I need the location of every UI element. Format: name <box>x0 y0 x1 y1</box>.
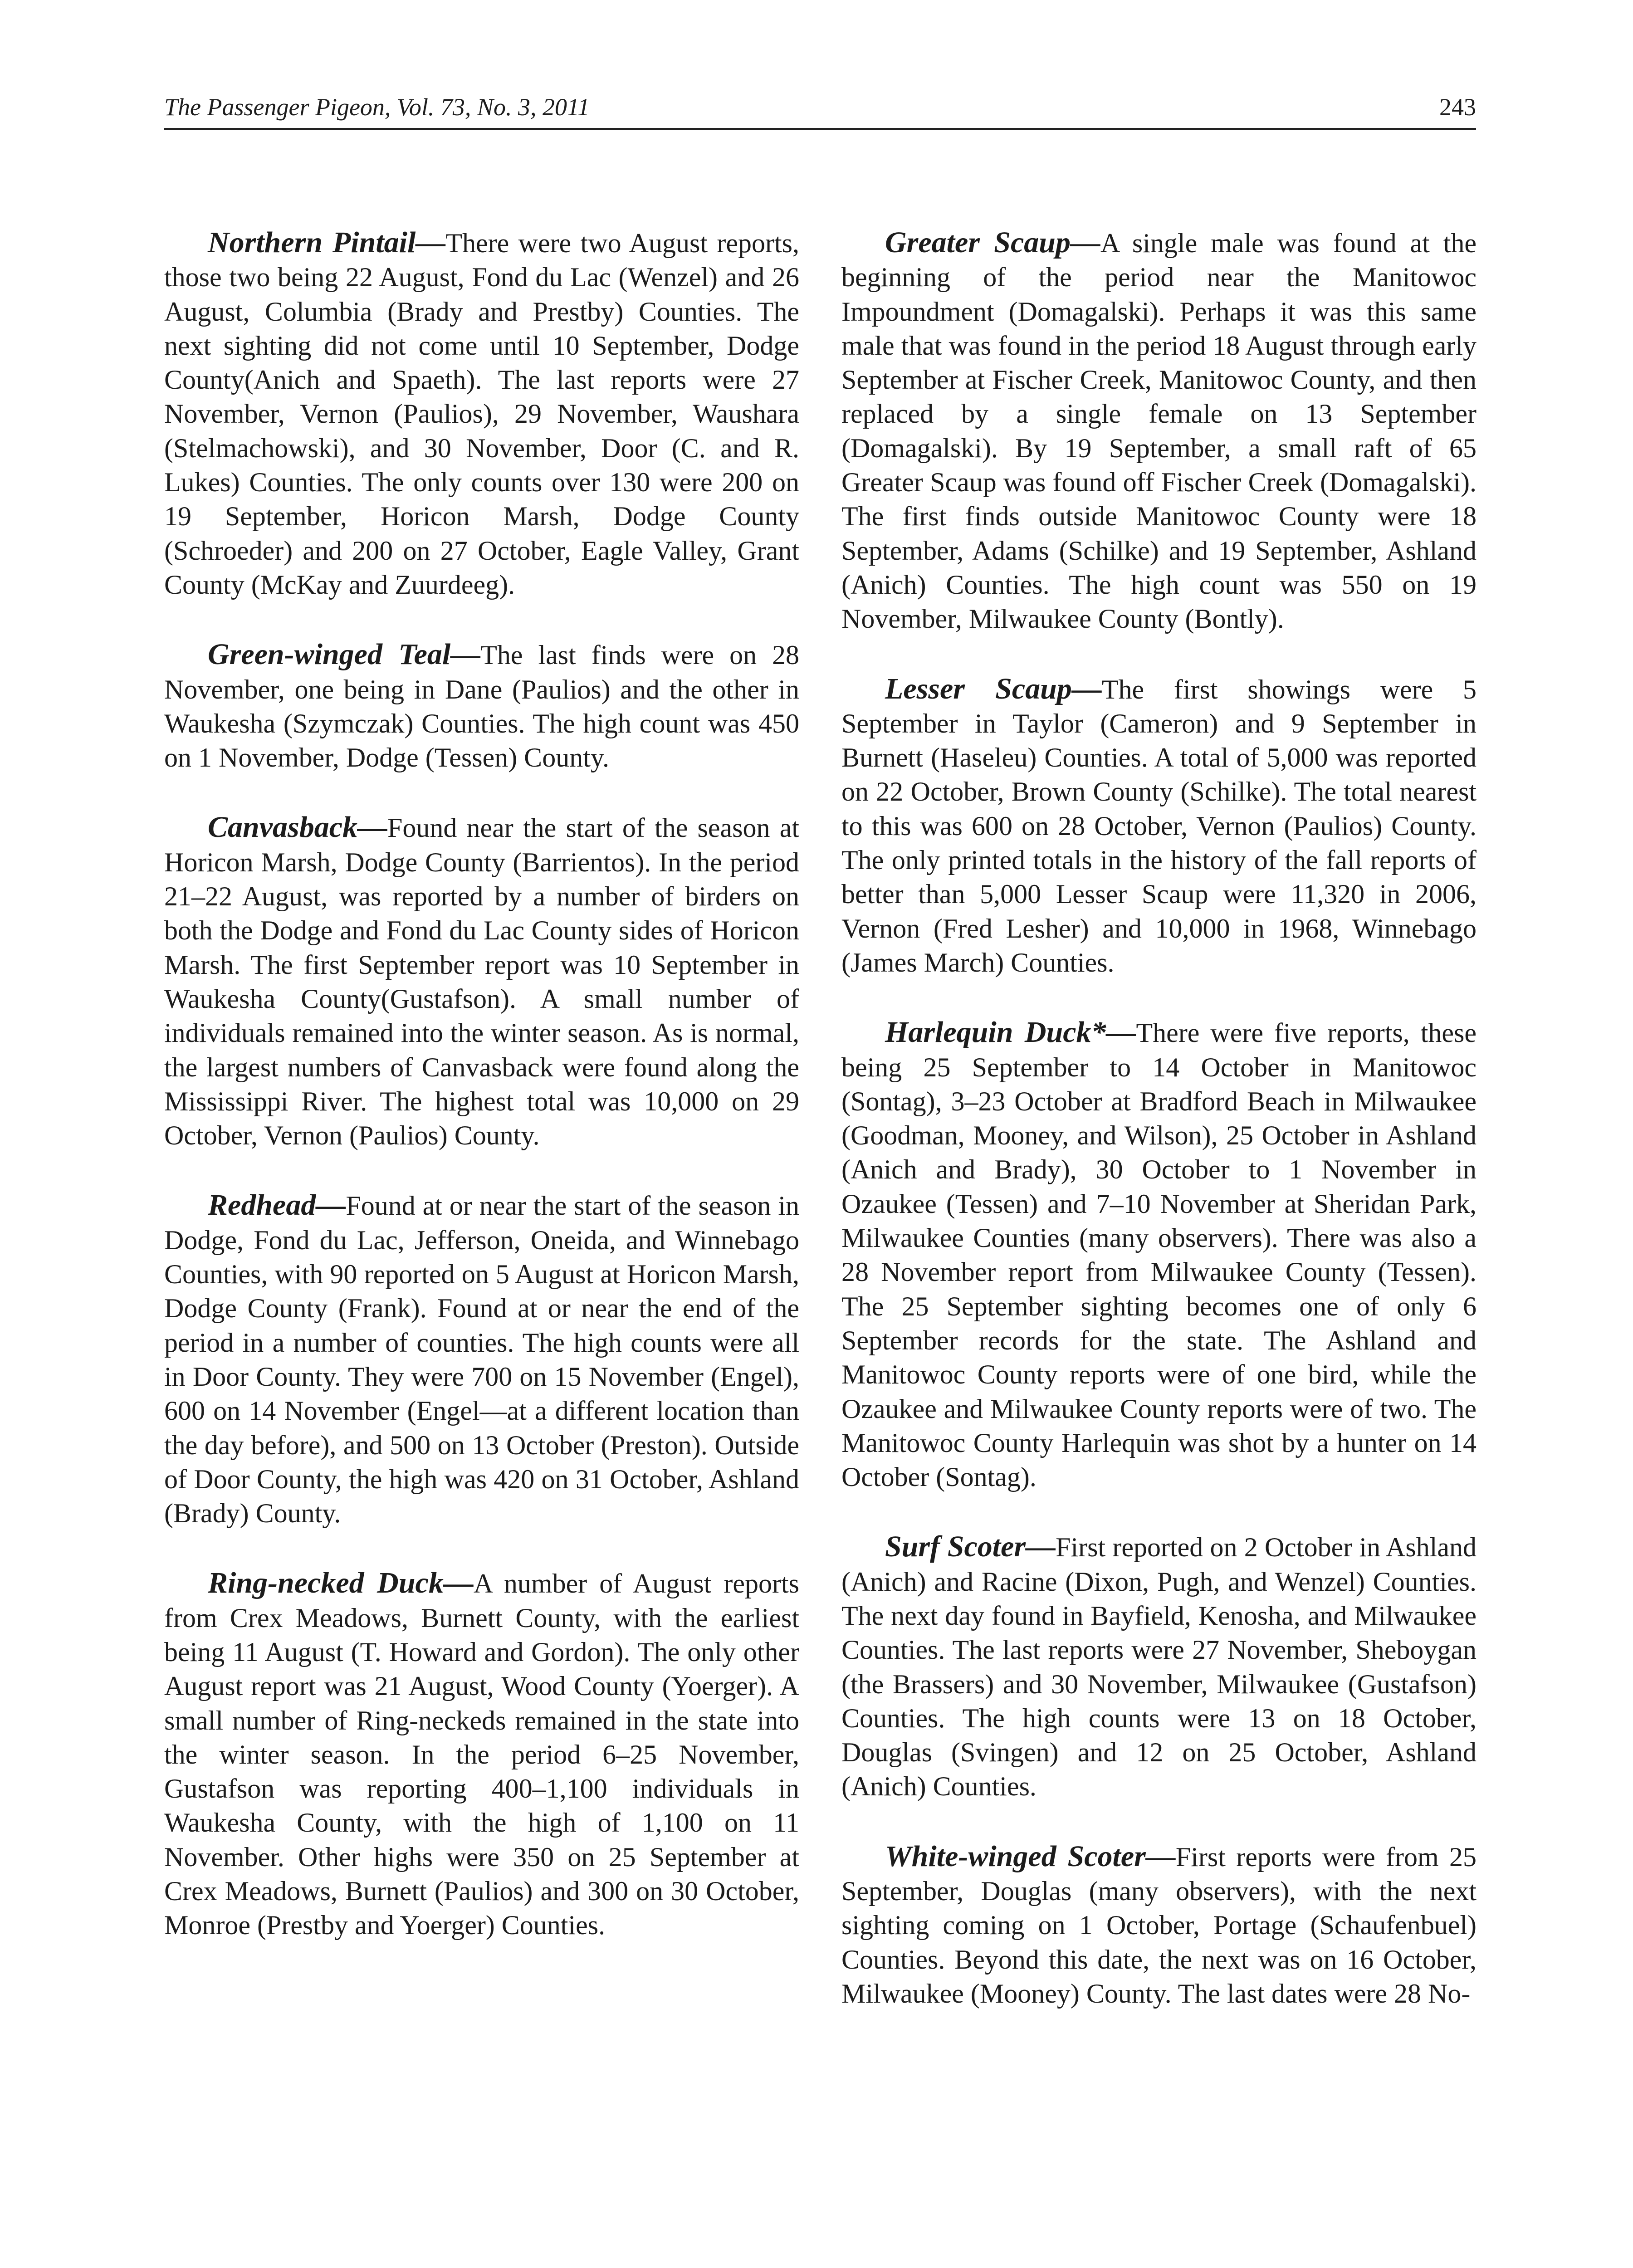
species-entry-canvasback <box>164 810 799 1153</box>
species-name: Surf Scoter <box>885 1530 1026 1564</box>
species-entry-white-winged-scoter <box>841 1839 1477 2011</box>
species-name: Redhead <box>208 1188 316 1222</box>
journal-title: The Passenger Pigeon, Vol. 73, No. 3, 2011 <box>164 93 590 121</box>
species-entry-northern-pintail <box>164 225 799 602</box>
species-dash: — <box>1106 1016 1136 1049</box>
species-name: Lesser Scaup <box>885 672 1072 705</box>
species-entry-lesser-scaup <box>841 672 1477 980</box>
species-entry-green-winged-teal <box>164 637 799 775</box>
right-column <box>841 225 1477 2046</box>
species-dash: — <box>1145 1839 1176 1873</box>
species-name: Northern Pintail <box>208 226 416 259</box>
left-column <box>164 225 799 1978</box>
species-entry-greater-scaup <box>841 225 1477 636</box>
species-name: Greater Scaup <box>885 226 1071 259</box>
species-account: A single male was found at the beginning of the period near the Manitowoc Impoundment (Domagalski). Perhaps it was this same male that was found in the period 18 August through early September at Fischer Creek, Manitowoc County, and then replaced by a single female on 13 September (Domagalski). By 19 September, a small raft of 65 Greater Scaup was found off Fischer Creek (Domagalski). The first finds outside Manitowoc County were 18 September, Adams (Schilke) and 19 September, Ashland (Anich) Counties. The high count was 550 on 19 November, Milwaukee County (Bontly). <box>841 228 1477 634</box>
species-account: First reports were from 25 September, Douglas (many observers), with the next sighting coming on 1 October, Portage (Schaufenbuel) Counties. Beyond this date, the next was on 16 October, Milwaukee (Mooney) County. The last dates were 28 No- <box>841 1842 1477 2009</box>
species-account: A number of August reports from Crex Meadows, Burnett County, with the earliest being 11 August (T. Howard and Gordon). The only other August report was 21 August, Wood County (Yoerger). A small number of Ring-neckeds remained in the state into the winter season. In the period 6–25 November, Gustafson was reporting 400–1,100 individuals in Waukesha County, with the high of 1,100 on 11 November. Other highs were 350 on 25 September at Crex Meadows, Burnett (Paulios) and 300 on 30 October, Monroe (Prestby and Yoerger) Counties. <box>164 1569 800 1941</box>
species-name: White-winged Scoter <box>885 1839 1146 1873</box>
species-name: Green-winged Teal <box>208 638 451 671</box>
species-dash: — <box>443 1566 474 1600</box>
species-dash: — <box>450 638 481 671</box>
species-account: Found near the start of the season at Horicon Marsh, Dodge County (Barrientos). In the period 21–22 August, was reported by a number of birders on both the Dodge and Fond du Lac County sides of Horicon Marsh. The first September report was 10 September in Waukesha County(Gustafson). A small number of individuals remained into the winter season. As is normal, the largest numbers of Canvasback were found along the Mississippi River. The highest total was 10,000 on 29 October, Vernon (Paulios) County. <box>164 813 799 1151</box>
species-name: Harlequin Duck* <box>885 1016 1106 1049</box>
species-account: There were five reports, these being 25 September to 14 October in Manitowoc (Sontag), 3–23 October at Bradford Beach in Milwaukee (Goodman, Mooney, and Wilson), 25 October in Ashland (Anich and Brady), 30 October to 1 November in Ozaukee (Tessen) and 7–10 November at Sheridan Park, Milwaukee Counties (many observers). There was also a 28 November report from Milwaukee County (Tessen). The 25 September sighting becomes one of only 6 September records for the state. The Ashland and Manitowoc County reports were of one bird, while the Ozaukee and Milwaukee County reports were of two. The Manitowoc County Harlequin was shot by a hunter on 14 October (Sontag). <box>841 1018 1477 1492</box>
species-entry-harlequin-duck <box>841 1015 1477 1494</box>
species-account: There were two August reports, those two being 22 August, Fond du Lac (Wenzel) and 26 August, Columbia (Brady and Prestby) Counties. The next sighting did not come until 10 September, Dodge County(Anich and Spaeth). The last reports were 27 November, Vernon (Paulios), 29 November, Waushara (Stelmachowski), and 30 November, Door (C. and R. Lukes) Counties. The only counts over 130 were 200 on 19 September, Horicon Marsh, Dodge County (Schroeder) and 200 on 27 October, Eagle Valley, Grant County (McKay and Zuurdeeg). <box>164 228 799 600</box>
species-name: Canvasback <box>208 811 357 844</box>
species-dash: — <box>357 811 387 844</box>
species-entry-redhead <box>164 1188 799 1530</box>
species-dash: — <box>316 1188 346 1222</box>
running-head <box>164 86 1476 130</box>
page-number: 243 <box>1439 93 1476 121</box>
species-name: Ring-necked Duck <box>208 1566 444 1600</box>
species-account: First reported on 2 October in Ashland (Anich) and Racine (Dixon, Pugh, and Wenzel) Counties. The next day found in Bayfield, Kenosha, and Milwaukee Counties. The last reports were 27 November, Sheboygan (the Brassers) and 30 November, Milwaukee (Gustafson) Counties. The high counts were 13 on 18 October, Douglas (Svingen) and 12 on 25 October, Ashland (Anich) Counties. <box>841 1532 1477 1802</box>
species-dash: — <box>1071 226 1101 259</box>
species-dash: — <box>1026 1530 1056 1564</box>
species-entry-surf-scoter <box>841 1530 1477 1804</box>
species-entry-ring-necked-duck <box>164 1566 799 1942</box>
species-account: Found at or near the start of the season in Dodge, Fond du Lac, Jefferson, Oneida, and Winnebago Counties, with 90 reported on 5 August at Horicon Marsh, Dodge County (Frank). Found at or near the end of the period in a number of counties. The high counts were all in Door County. They were 700 on 15 November (Engel), 600 on 14 November (Engel—at a different location than the day before), and 500 on 13 October (Preston). Outside of Door County, the high was 420 on 31 October, Ashland (Brady) County. <box>164 1191 799 1529</box>
species-dash: — <box>1071 672 1102 705</box>
species-account: The first showings were 5 September in Taylor (Cameron) and 9 September in Burnett (Haseleu) Counties. A total of 5,000 was reported on 22 October, Brown County (Schilke). The total nearest to this was 600 on 28 October, Vernon (Paulios) County. The only printed totals in the history of the fall reports of better than 5,000 Lesser Scaup were 11,320 in 2006, Vernon (Fred Lesher) and 10,000 in 1968, Winnebago (James March) Counties. <box>841 674 1477 978</box>
species-dash: — <box>416 226 446 259</box>
species-account: The last finds were on 28 November, one being in Dane (Paulios) and the other in Waukesha (Szymczak) Counties. The high count was 450 on 1 November, Dodge (Tessen) County. <box>164 640 799 773</box>
